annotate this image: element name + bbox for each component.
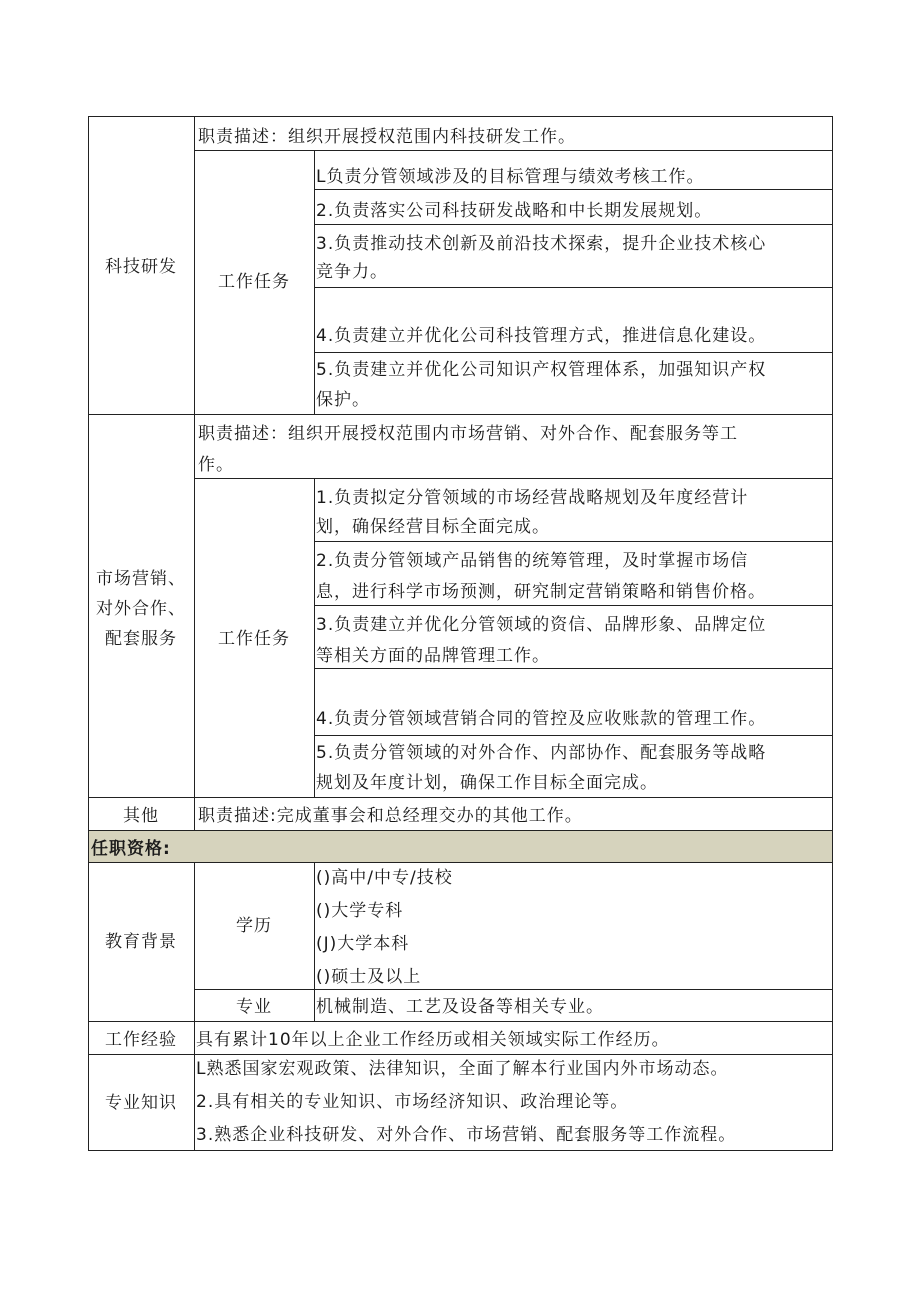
other-description: 职责描述:完成董事会和总经理交办的其他工作。	[198, 806, 583, 826]
marketing-area-label: 市场营销、	[96, 569, 186, 589]
marketing-area-label: 对外合作、	[96, 599, 186, 619]
major-value: 机械制造、工艺及设备等相关专业。	[316, 997, 604, 1017]
rule	[88, 1054, 832, 1055]
marketing-task: 2.负责分管领域产品销售的统筹管理，及时掌握市场信	[316, 551, 749, 571]
other-area-label: 其他	[123, 806, 159, 826]
knowledge-item: L熟悉国家宏观政策、法律知识，全面了解本行业国内外市场动态。	[196, 1059, 729, 1079]
rule	[88, 830, 832, 831]
rule	[832, 116, 833, 1151]
rule	[88, 414, 832, 415]
qualifications-header-band	[88, 831, 832, 862]
rule	[194, 150, 832, 151]
rnd-task-continued: 保护。	[316, 390, 370, 410]
degree-option: ()大学专科	[316, 901, 404, 921]
rnd-task: 5.负责建立并优化公司知识产权管理体系，加强知识产权	[316, 360, 767, 380]
education-label: 教育背景	[105, 932, 177, 952]
knowledge-label: 专业知识	[105, 1093, 177, 1113]
marketing-description-continued: 作。	[198, 455, 234, 475]
rule	[314, 150, 315, 414]
rule	[88, 797, 832, 798]
marketing-task-continued: 规划及年度计划，确保工作目标全面完成。	[316, 773, 658, 793]
rule	[314, 541, 832, 542]
marketing-task-label: 工作任务	[218, 629, 290, 649]
marketing-task-continued: 等相关方面的品牌管理工作。	[316, 646, 550, 666]
marketing-task-continued: 息，进行科学市场预测，研究制定营销策略和销售价格。	[316, 582, 766, 602]
marketing-task-continued: 划，确保经营目标全面完成。	[316, 517, 550, 537]
rule	[314, 478, 315, 797]
rnd-task-continued: 竞争力。	[316, 262, 388, 282]
marketing-task: 5.负责分管领域的对外合作、内部协作、配套服务等战略	[316, 743, 767, 763]
degree-option-selected: (J)大学本科	[316, 934, 410, 954]
marketing-task: 3.负责建立并优化分管领域的资信、品牌形象、品牌定位	[316, 615, 767, 635]
knowledge-item: 2.具有相关的专业知识、市场经济知识、政治理论等。	[196, 1092, 629, 1112]
degree-option: ()高中/中专/技校	[316, 868, 453, 888]
marketing-description: 职责描述：组织开展授权范围内市场营销、对外合作、配套服务等工	[198, 424, 738, 444]
marketing-task: 1.负责拟定分管领域的市场经营战略规划及年度经营计	[316, 488, 749, 508]
rule	[194, 116, 195, 831]
marketing-task: 4.负责分管领域营销合同的管控及应收账款的管理工作。	[316, 709, 767, 729]
rule	[88, 862, 832, 863]
degree-label: 学历	[236, 916, 272, 936]
rule	[194, 478, 832, 479]
experience-value: 具有累计10年以上企业工作经历或相关领域实际工作经历。	[196, 1030, 670, 1050]
rule	[314, 224, 832, 225]
rnd-task: L负责分管领域涉及的目标管理与绩效考核工作。	[316, 167, 705, 187]
rule	[88, 116, 832, 117]
marketing-area-label: 配套服务	[105, 629, 177, 649]
qualifications-header: 任职资格:	[91, 839, 171, 859]
rnd-description: 职责描述：组织开展授权范围内科技研发工作。	[198, 127, 576, 147]
rnd-task: 3.负责推动技术创新及前沿技术探索，提升企业技术核心	[316, 234, 767, 254]
rnd-task-label: 工作任务	[218, 272, 290, 292]
rule	[314, 605, 832, 606]
major-label: 专业	[236, 997, 272, 1017]
rule	[194, 989, 832, 990]
rule	[314, 735, 832, 736]
rnd-task: 4.负责建立并优化公司科技管理方式，推进信息化建设。	[316, 326, 767, 346]
rule	[314, 352, 832, 353]
rule	[314, 287, 832, 288]
rnd-area-label: 科技研发	[105, 257, 177, 277]
knowledge-item: 3.熟悉企业科技研发、对外合作、市场营销、配套服务等工作流程。	[196, 1125, 737, 1145]
rnd-task: 2.负责落实公司科技研发战略和中长期发展规划。	[316, 201, 713, 221]
rule	[314, 862, 315, 1021]
rule	[88, 1021, 832, 1022]
experience-label: 工作经验	[105, 1030, 177, 1050]
rule	[88, 1150, 832, 1151]
degree-option: ()硕士及以上	[316, 967, 422, 987]
